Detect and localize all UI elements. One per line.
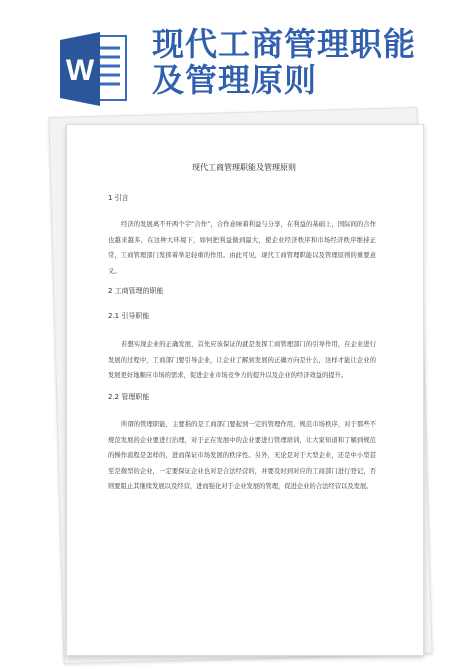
paragraph-management: 所谓的管理职能，主要指的是工商部门要起到一定的管理作用，规范市场秩序，对于那些不规范发展的企业要进行治理，对于正在发展中的企业要进行管理培训，让大家知道和了解到规范的操作流程是怎样的，进而保证市场发展的秩序性。另外，无论是对于大型企业，还是中小型甚至是微型的企业，一定要保证企业也对是合法经营的，并要及时到对应的工商部门进行登记，否则要阻止其继续发展以及经营，进而强化对于企业发展的管理，促进企业的合法经营以及发展。 [108, 421, 376, 490]
document-page [66, 124, 424, 656]
section-heading-management: 2.2 管理职能 [108, 393, 150, 401]
header-banner [0, 0, 474, 112]
banner-title [152, 26, 452, 98]
paragraph-guidance: 若想实现企业的正确发展，首先应该保证的就是发挥工商管理部门的引导作用，在企业进行发展的过程中，工商部门要引导企业，让企业了解到发展的正确方向是什么，这样才能让企业的发展更好地顺应市场的需求，促进企业市场竞争力的提升以及企业的经济效益的提升。 [108, 341, 376, 379]
word-document-icon [60, 30, 130, 108]
banner-title-line-1: 现代工商管理职能 [152, 25, 417, 63]
paragraph-intro: 经济的发展离不开两个字“合作”，合作意味着利益与分享，在利益的基础上，国际间的合作也越来越多，在这种大环境下，如何把利益做到最大，使企业经济秩序和市场经济秩序维持正常，工商管理部门发挥着举足轻重的作用。由此可见，现代工商管理职能以及管理原则的重要意义。 [108, 221, 376, 275]
section-heading-intro: 1 引言 [108, 194, 129, 202]
document-title: 现代工商管理职能及管理原则 [192, 163, 296, 172]
section-heading-guidance: 2.1 引导职能 [108, 312, 150, 320]
word-icon-letter: W [65, 54, 95, 87]
banner-title-line-2: 及管理原则 [152, 61, 318, 99]
section-heading-functions: 2 工商管理的职能 [108, 287, 164, 295]
